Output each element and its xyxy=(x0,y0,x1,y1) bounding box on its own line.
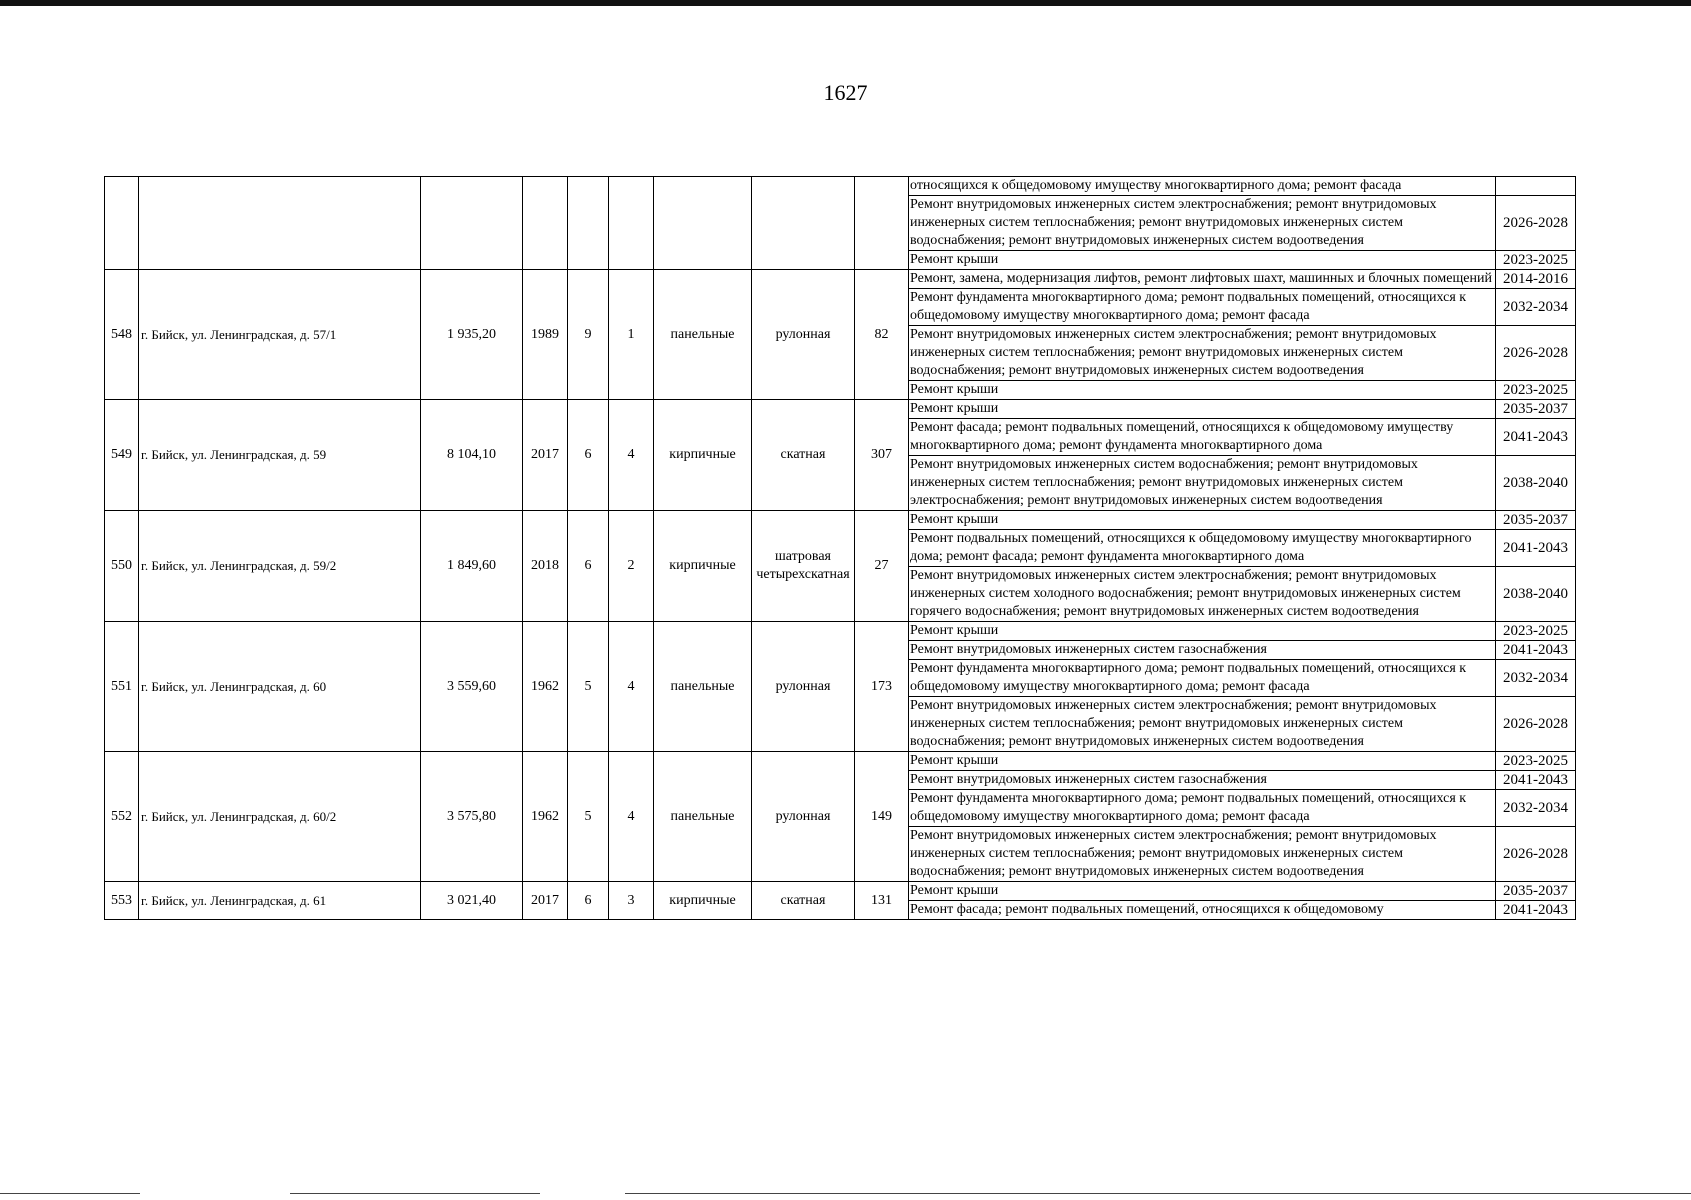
work-period: 2026-2028 xyxy=(1496,697,1576,752)
floors-cell: 6 xyxy=(568,400,609,511)
walls-cell: кирпичные xyxy=(654,400,752,511)
residents-cell: 27 xyxy=(855,511,909,622)
top-border xyxy=(0,0,1691,6)
roof-cell: рулонная xyxy=(752,622,855,752)
row-number: 551 xyxy=(105,622,139,752)
work-period: 2026-2028 xyxy=(1496,196,1576,251)
walls-cell xyxy=(654,177,752,270)
walls-cell: панельные xyxy=(654,270,752,400)
table-row xyxy=(105,400,1576,419)
residents-cell: 131 xyxy=(855,882,909,920)
work-period: 2023-2025 xyxy=(1496,251,1576,270)
row-number: 548 xyxy=(105,270,139,400)
work-description: Ремонт фундамента многоквартирного дома; ремонт подвальных помещений, относящихся к общедомовому имуществу многоквартирного дома; ремонт фасада xyxy=(909,289,1496,326)
area-cell: 3 021,40 xyxy=(421,882,523,920)
walls-cell: кирпичные xyxy=(654,511,752,622)
entrances-cell: 4 xyxy=(609,400,654,511)
address-cell: г. Бийск, ул. Ленинградская, д. 59/2 xyxy=(139,511,421,622)
address-cell: г. Бийск, ул. Ленинградская, д. 61 xyxy=(139,882,421,920)
work-period: 2023-2025 xyxy=(1496,752,1576,771)
work-period: 2026-2028 xyxy=(1496,827,1576,882)
bottom-rule-mid xyxy=(290,1193,540,1194)
work-description: Ремонт крыши xyxy=(909,381,1496,400)
area-cell: 3 559,60 xyxy=(421,622,523,752)
floors-cell: 6 xyxy=(568,511,609,622)
work-period: 2035-2037 xyxy=(1496,400,1576,419)
address-cell: г. Бийск, ул. Ленинградская, д. 60 xyxy=(139,622,421,752)
work-period: 2035-2037 xyxy=(1496,882,1576,901)
work-description: Ремонт фундамента многоквартирного дома; ремонт подвальных помещений, относящихся к общедомовому имуществу многоквартирного дома; ремонт фасада xyxy=(909,790,1496,827)
work-period: 2035-2037 xyxy=(1496,511,1576,530)
work-description: Ремонт, замена, модернизация лифтов, ремонт лифтовых шахт, машинных и блочных помещений xyxy=(909,270,1496,289)
work-period: 2032-2034 xyxy=(1496,289,1576,326)
roof-cell: шатровая четырехскатная xyxy=(752,511,855,622)
row-number xyxy=(105,177,139,270)
work-period: 2014-2016 xyxy=(1496,270,1576,289)
entrances-cell: 3 xyxy=(609,882,654,920)
address-cell: г. Бийск, ул. Ленинградская, д. 57/1 xyxy=(139,270,421,400)
work-description: Ремонт внутридомовых инженерных систем электроснабжения; ремонт внутридомовых инженерных систем теплоснабжения; ремонт внутридомовых инженерных систем водоснабжения; ремонт внутридомовых инженерных систем водоотведения xyxy=(909,827,1496,882)
entrances-cell: 4 xyxy=(609,752,654,882)
work-period: 2032-2034 xyxy=(1496,790,1576,827)
entrances-cell xyxy=(609,177,654,270)
work-description: Ремонт внутридомовых инженерных систем электроснабжения; ремонт внутридомовых инженерных систем теплоснабжения; ремонт внутридомовых инженерных систем водоснабжения; ремонт внутридомовых инженерных систем водоотведения xyxy=(909,326,1496,381)
area-cell xyxy=(421,177,523,270)
work-period: 2026-2028 xyxy=(1496,326,1576,381)
work-description: Ремонт фасада; ремонт подвальных помещений, относящихся к общедомовому имуществу многоквартирного дома; ремонт фундамента многоквартирного дома xyxy=(909,419,1496,456)
work-period: 2023-2025 xyxy=(1496,381,1576,400)
floors-cell xyxy=(568,177,609,270)
work-description: Ремонт внутридомовых инженерных систем электроснабжения; ремонт внутридомовых инженерных систем теплоснабжения; ремонт внутридомовых инженерных систем водоснабжения; ремонт внутридомовых инженерных систем водоотведения xyxy=(909,697,1496,752)
table-row xyxy=(105,752,1576,771)
work-description: Ремонт крыши xyxy=(909,752,1496,771)
floors-cell: 5 xyxy=(568,622,609,752)
work-description: Ремонт внутридомовых инженерных систем электроснабжения; ремонт внутридомовых инженерных систем холодного водоснабжения; ремонт внутридомовых инженерных систем горячего водоснабжения; ремонт внутридомовых инженерных систем водоотведения xyxy=(909,567,1496,622)
address-cell xyxy=(139,177,421,270)
walls-cell: панельные xyxy=(654,752,752,882)
area-cell: 3 575,80 xyxy=(421,752,523,882)
year-cell: 1989 xyxy=(523,270,568,400)
work-description: Ремонт внутридомовых инженерных систем газоснабжения xyxy=(909,641,1496,660)
walls-cell: панельные xyxy=(654,622,752,752)
work-period: 2041-2043 xyxy=(1496,419,1576,456)
residents-cell: 149 xyxy=(855,752,909,882)
address-cell: г. Бийск, ул. Ленинградская, д. 60/2 xyxy=(139,752,421,882)
work-description: Ремонт внутридомовых инженерных систем газоснабжения xyxy=(909,771,1496,790)
table-row xyxy=(105,270,1576,289)
work-period xyxy=(1496,177,1576,196)
work-period: 2038-2040 xyxy=(1496,456,1576,511)
year-cell: 2018 xyxy=(523,511,568,622)
residents-cell xyxy=(855,177,909,270)
table-row xyxy=(105,177,1576,196)
work-description: Ремонт фасада; ремонт подвальных помещений, относящихся к общедомовому xyxy=(909,901,1496,920)
work-description: Ремонт фундамента многоквартирного дома; ремонт подвальных помещений, относящихся к общедомовому имуществу многоквартирного дома; ремонт фасада xyxy=(909,660,1496,697)
table-row xyxy=(105,511,1576,530)
table-row xyxy=(105,622,1576,641)
row-number: 550 xyxy=(105,511,139,622)
roof-cell: рулонная xyxy=(752,752,855,882)
work-description: Ремонт внутридомовых инженерных систем водоснабжения; ремонт внутридомовых инженерных систем теплоснабжения; ремонт внутридомовых инженерных систем электроснабжения; ремонт внутридомовых инженерных систем водоотведения xyxy=(909,456,1496,511)
work-period: 2041-2043 xyxy=(1496,901,1576,920)
bottom-rule-left xyxy=(0,1193,140,1194)
page-number: 1627 xyxy=(823,80,868,105)
residents-cell: 82 xyxy=(855,270,909,400)
work-description: Ремонт крыши xyxy=(909,400,1496,419)
year-cell xyxy=(523,177,568,270)
address-cell: г. Бийск, ул. Ленинградская, д. 59 xyxy=(139,400,421,511)
floors-cell: 6 xyxy=(568,882,609,920)
row-number: 549 xyxy=(105,400,139,511)
year-cell: 1962 xyxy=(523,622,568,752)
residents-cell: 307 xyxy=(855,400,909,511)
roof-cell: рулонная xyxy=(752,270,855,400)
bottom-rule-right xyxy=(625,1193,1691,1194)
entrances-cell: 1 xyxy=(609,270,654,400)
work-description: Ремонт крыши xyxy=(909,251,1496,270)
work-description: Ремонт крыши xyxy=(909,622,1496,641)
roof-cell: скатная xyxy=(752,882,855,920)
area-cell: 1 935,20 xyxy=(421,270,523,400)
floors-cell: 5 xyxy=(568,752,609,882)
row-number: 553 xyxy=(105,882,139,920)
year-cell: 1962 xyxy=(523,752,568,882)
roof-cell xyxy=(752,177,855,270)
work-period: 2023-2025 xyxy=(1496,622,1576,641)
work-description: относящихся к общедомовому имуществу многоквартирного дома; ремонт фасада xyxy=(909,177,1496,196)
work-description: Ремонт крыши xyxy=(909,882,1496,901)
walls-cell: кирпичные xyxy=(654,882,752,920)
work-period: 2041-2043 xyxy=(1496,641,1576,660)
table-row xyxy=(105,882,1576,901)
area-cell: 8 104,10 xyxy=(421,400,523,511)
row-number: 552 xyxy=(105,752,139,882)
repair-schedule-table xyxy=(104,176,1576,920)
residents-cell: 173 xyxy=(855,622,909,752)
work-description: Ремонт крыши xyxy=(909,511,1496,530)
work-description: Ремонт внутридомовых инженерных систем электроснабжения; ремонт внутридомовых инженерных систем теплоснабжения; ремонт внутридомовых инженерных систем водоснабжения; ремонт внутридомовых инженерных систем водоотведения xyxy=(909,196,1496,251)
work-period: 2038-2040 xyxy=(1496,567,1576,622)
entrances-cell: 2 xyxy=(609,511,654,622)
work-period: 2041-2043 xyxy=(1496,530,1576,567)
year-cell: 2017 xyxy=(523,882,568,920)
work-period: 2032-2034 xyxy=(1496,660,1576,697)
roof-cell: скатная xyxy=(752,400,855,511)
work-period: 2041-2043 xyxy=(1496,771,1576,790)
year-cell: 2017 xyxy=(523,400,568,511)
floors-cell: 9 xyxy=(568,270,609,400)
work-description: Ремонт подвальных помещений, относящихся к общедомовому имуществу многоквартирного дома; ремонт фасада; ремонт фундамента многоквартирного дома xyxy=(909,530,1496,567)
area-cell: 1 849,60 xyxy=(421,511,523,622)
entrances-cell: 4 xyxy=(609,622,654,752)
